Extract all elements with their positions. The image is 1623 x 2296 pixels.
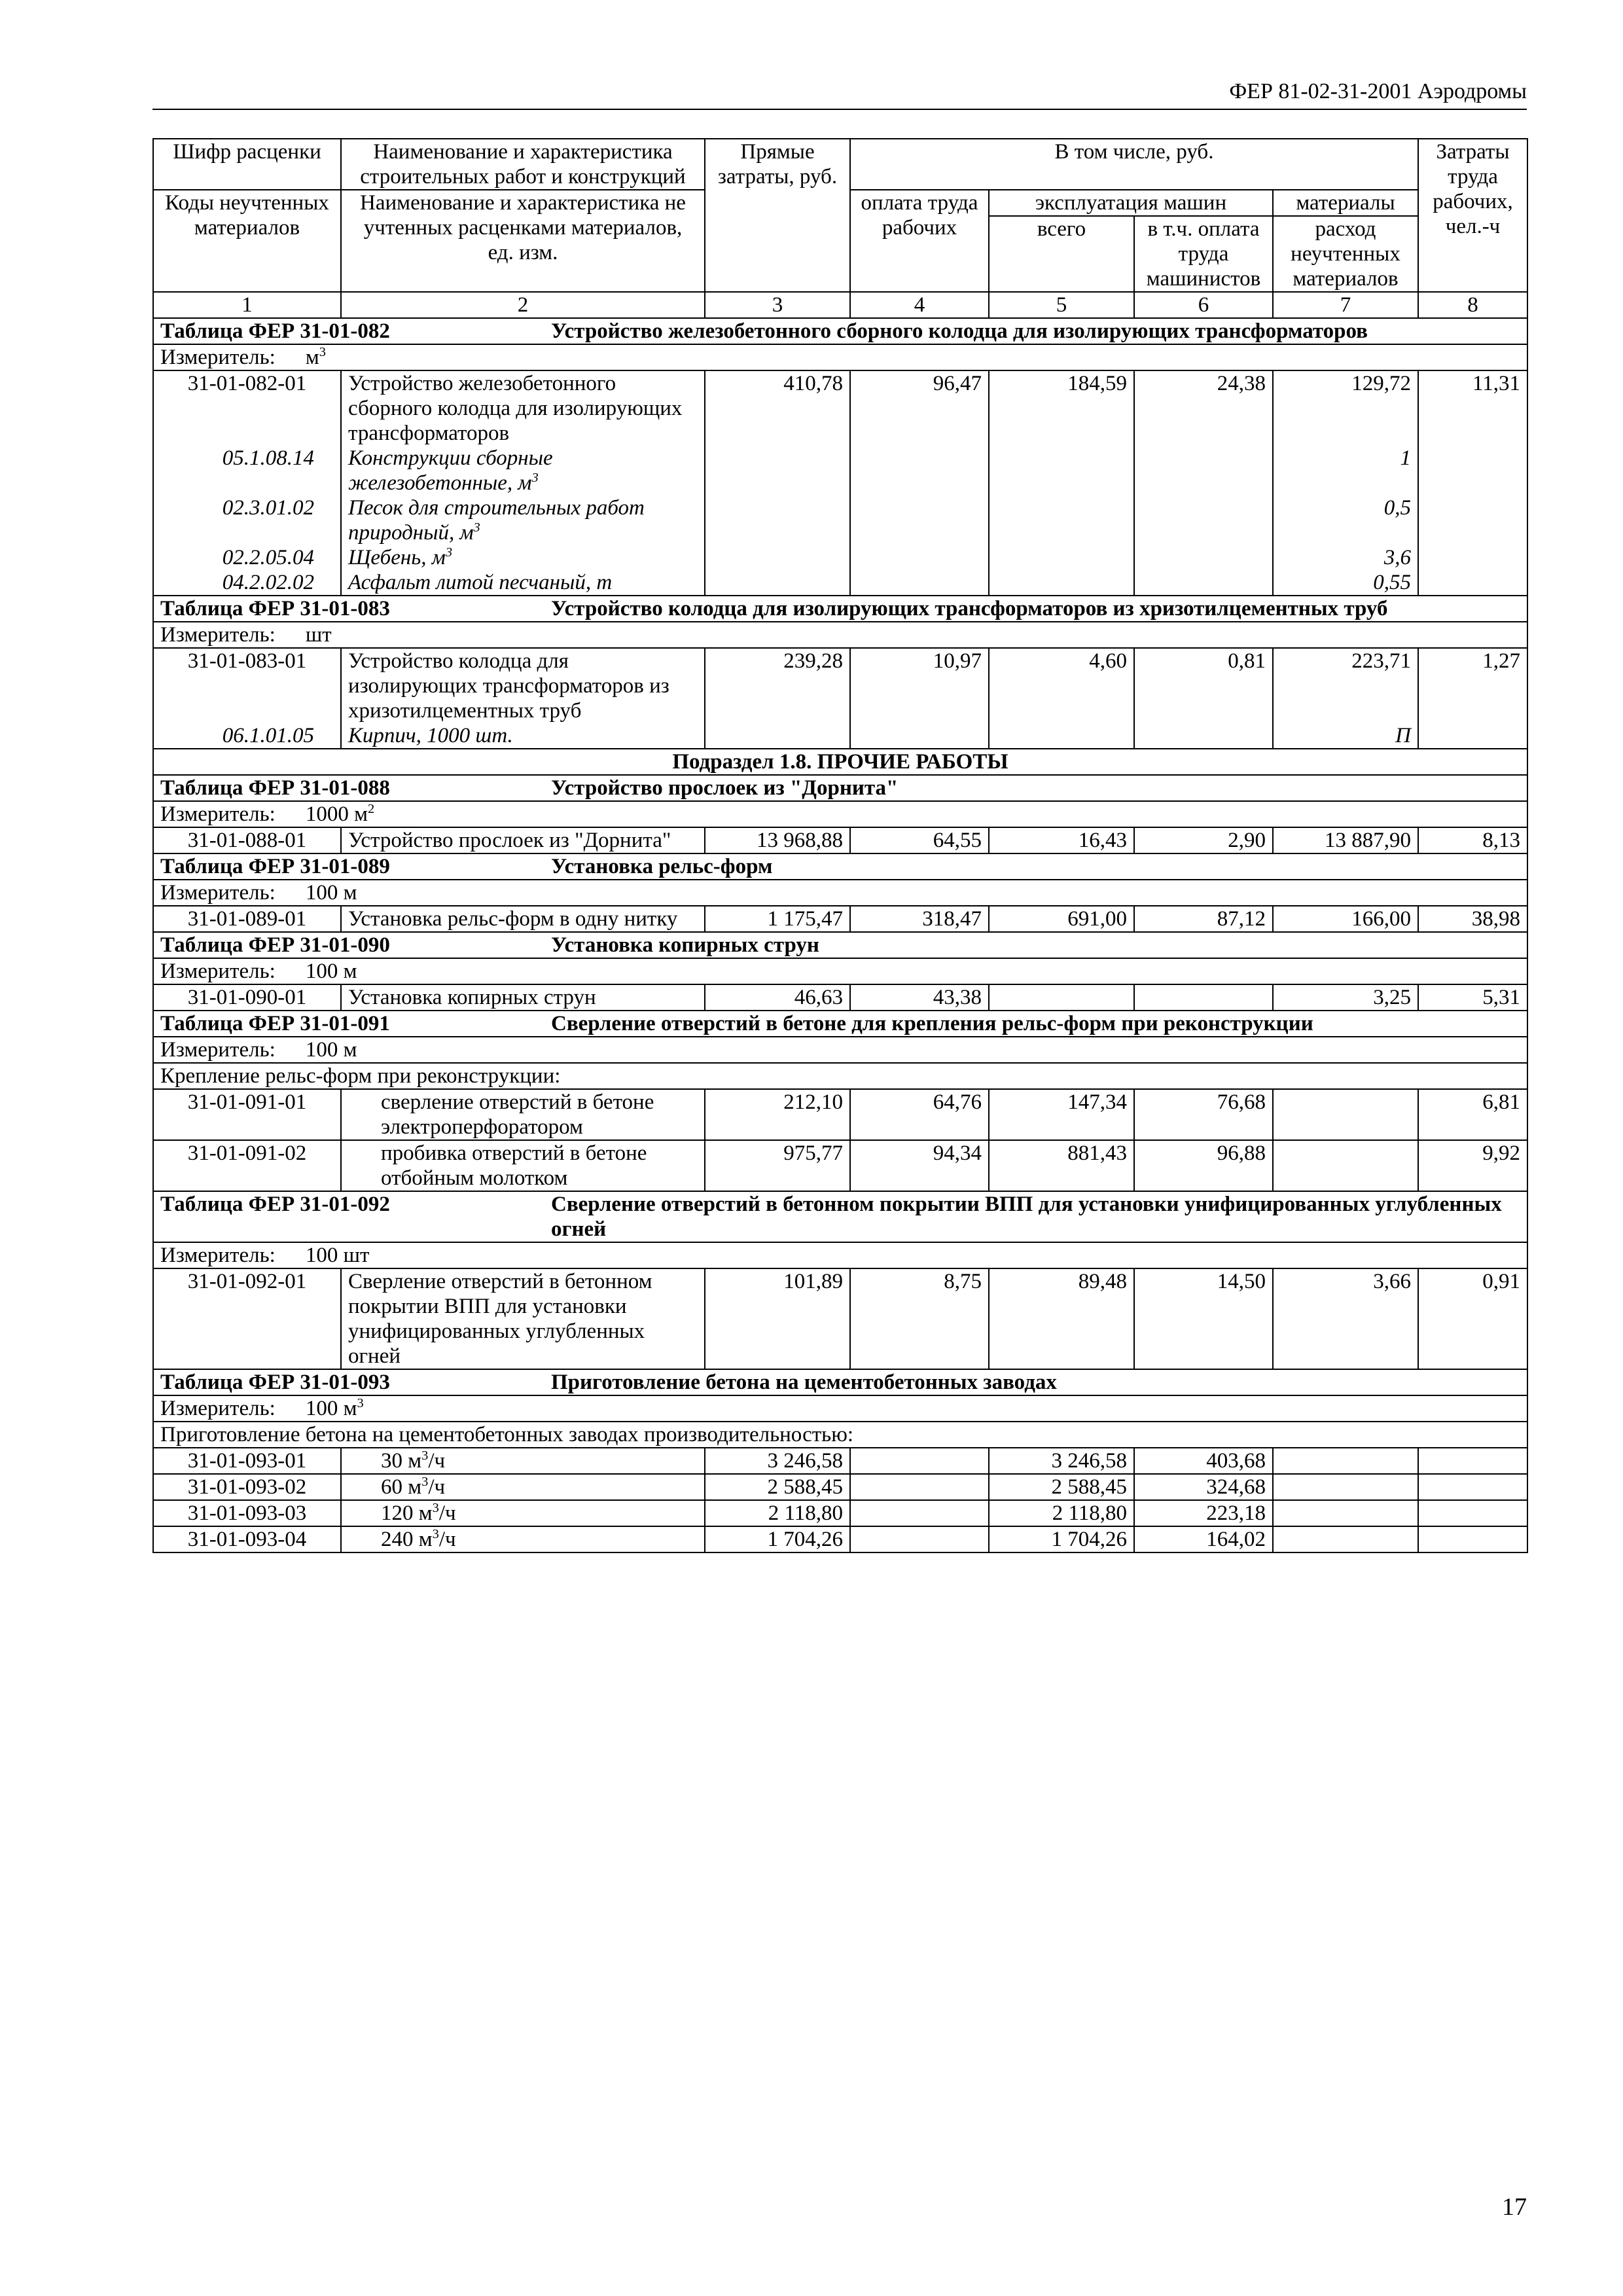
col-header-direct-costs: Прямые затраты, руб. xyxy=(705,139,850,292)
wages: 64,55 xyxy=(850,827,989,853)
measure-unit: 100 м xyxy=(305,881,357,905)
labor-hours: 9,92 xyxy=(1418,1140,1527,1191)
machines-total: 89,48 xyxy=(989,1268,1134,1369)
machinist-wages: 2,90 xyxy=(1134,827,1273,853)
rate-name: Устройство железобетонного сборного колодца для изолирующих трансформаторов xyxy=(341,370,705,446)
rate-name: 30 $м^3/ч$ xyxy=(341,1448,705,1474)
labor-hours: 1,27 xyxy=(1418,648,1527,723)
material-name: Песок для строительных работ природный, $м^3$ xyxy=(341,495,705,545)
machines-total: 691,00 xyxy=(989,906,1134,932)
measure-unit: 1000 $м^2$ xyxy=(305,802,375,826)
materials-cost xyxy=(1273,1526,1418,1552)
table-title-code: Таблица ФЕР 31-01-091 xyxy=(160,1012,390,1035)
col-header-unaccounted-materials: расход неучтенных материалов xyxy=(1273,216,1418,292)
material-code: 02.3.01.02 xyxy=(153,495,341,545)
measure-label: Измеритель: xyxy=(160,881,276,905)
table-title-name: Установка рельс-форм xyxy=(551,855,773,878)
labor-hours: 11,31 xyxy=(1418,370,1527,446)
measure-unit: шт xyxy=(305,623,332,647)
material-name: Кирпич, 1000 шт. xyxy=(341,723,705,749)
direct-costs: 101,89 xyxy=(705,1268,850,1369)
rate-code: 31-01-083-01 xyxy=(153,648,341,723)
labor-hours xyxy=(1418,1474,1527,1500)
wages xyxy=(850,1500,989,1526)
wages xyxy=(850,1474,989,1500)
direct-costs: 1 175,47 xyxy=(705,906,850,932)
wages: 43,38 xyxy=(850,984,989,1011)
rate-name: Сверление отверстий в бетонном покрытии ВПП для установки унифицированных углубленных огней xyxy=(341,1268,705,1369)
direct-costs: 212,10 xyxy=(705,1089,850,1140)
table-title-name: Установка копирных струн xyxy=(551,933,819,957)
materials-cost: 129,72 xyxy=(1273,370,1418,446)
machines-total: 4,60 xyxy=(989,648,1134,723)
header-rule xyxy=(152,109,1527,110)
materials-cost: 13 887,90 xyxy=(1273,827,1418,853)
rate-name: Установка рельс-форм в одну нитку xyxy=(341,906,705,932)
wages: 64,76 xyxy=(850,1089,989,1140)
machinist-wages: 324,68 xyxy=(1134,1474,1273,1500)
table-title-name: Приготовление бетона на цементобетонных заводах xyxy=(551,1371,1057,1394)
col-header-material-names: Наименование и характеристика не учтенных расценками материалов, ед. изм. xyxy=(341,190,705,292)
material-code: 04.2.02.02 xyxy=(153,570,341,596)
rate-code: 31-01-091-01 xyxy=(153,1089,341,1140)
materials-cost xyxy=(1273,1140,1418,1191)
measure-label: Измеритель: xyxy=(160,802,276,826)
subsection-title: Подраздел 1.8. ПРОЧИЕ РАБОТЫ xyxy=(153,749,1527,775)
measure-label: Измеритель: xyxy=(160,1397,276,1420)
col-header-name: Наименование и характеристика строительных работ и конструкций xyxy=(341,139,705,190)
direct-costs: 410,78 xyxy=(705,370,850,446)
col-header-machinist-wages: в т.ч. оплата труда машинистов xyxy=(1134,216,1273,292)
machines-total: 147,34 xyxy=(989,1089,1134,1140)
material-name: Асфальт литой песчаный, т xyxy=(341,570,705,596)
machines-total: 2 118,80 xyxy=(989,1500,1134,1526)
direct-costs: 13 968,88 xyxy=(705,827,850,853)
table-title-name: Устройство прослоек из "Дорнита" xyxy=(551,776,899,800)
wages: 8,75 xyxy=(850,1268,989,1369)
material-code: 05.1.08.14 xyxy=(153,446,341,495)
table-title-name: Сверление отверстий в бетонном покрытии ВПП для установки унифицированных углубленных огней xyxy=(551,1193,1502,1241)
machinist-wages: 164,02 xyxy=(1134,1526,1273,1552)
rate-name: Устройство прослоек из "Дорнита" xyxy=(341,827,705,853)
labor-hours: 38,98 xyxy=(1418,906,1527,932)
measure-unit: 100 шт xyxy=(305,1244,370,1267)
table-title-name: Сверление отверстий в бетоне для крепления рельс-форм при реконструкции xyxy=(551,1012,1313,1035)
direct-costs: 975,77 xyxy=(705,1140,850,1191)
labor-hours: 5,31 xyxy=(1418,984,1527,1011)
col-header-wages: оплата труда рабочих xyxy=(850,190,989,292)
labor-hours xyxy=(1418,1526,1527,1552)
machinist-wages xyxy=(1134,984,1273,1011)
col-number: 7 xyxy=(1273,292,1418,318)
materials-cost: 3,25 xyxy=(1273,984,1418,1011)
rate-code: 31-01-092-01 xyxy=(153,1268,341,1369)
measure-label: Измеритель: xyxy=(160,1038,276,1062)
materials-cost: 223,71 xyxy=(1273,648,1418,723)
document-title: ФЕР 81-02-31-2001 Аэродромы xyxy=(1229,79,1527,103)
materials-cost xyxy=(1273,1448,1418,1474)
labor-hours xyxy=(1418,1448,1527,1474)
rate-code: 31-01-093-01 xyxy=(153,1448,341,1474)
machinist-wages: 96,88 xyxy=(1134,1140,1273,1191)
materials-cost: 3,66 xyxy=(1273,1268,1418,1369)
col-number: 6 xyxy=(1134,292,1273,318)
machines-total: 1 704,26 xyxy=(989,1526,1134,1552)
materials-cost xyxy=(1273,1474,1418,1500)
material-code: 02.2.05.04 xyxy=(153,545,341,570)
material-qty: 0,55 xyxy=(1273,570,1418,596)
material-qty: 0,5 xyxy=(1273,495,1418,545)
materials-cost xyxy=(1273,1089,1418,1140)
materials-cost: 166,00 xyxy=(1273,906,1418,932)
rate-code: 31-01-093-03 xyxy=(153,1500,341,1526)
machines-total: 3 246,58 xyxy=(989,1448,1134,1474)
material-name: Щебень, $м^3$ xyxy=(341,545,705,570)
rate-code: 31-01-088-01 xyxy=(153,827,341,853)
machines-total: 184,59 xyxy=(989,370,1134,446)
rate-code: 31-01-090-01 xyxy=(153,984,341,1011)
labor-hours xyxy=(1418,1500,1527,1526)
direct-costs: 46,63 xyxy=(705,984,850,1011)
machines-total: 881,43 xyxy=(989,1140,1134,1191)
machinist-wages: 223,18 xyxy=(1134,1500,1273,1526)
col-header-code: Шифр расценки xyxy=(153,139,341,190)
group-caption: Крепление рельс-форм при реконструкции: xyxy=(153,1063,1527,1089)
measure-unit: 100 м xyxy=(305,960,357,983)
rate-code: 31-01-082-01 xyxy=(153,370,341,446)
material-qty: 3,6 xyxy=(1273,545,1418,570)
table-title-code: Таблица ФЕР 31-01-093 xyxy=(160,1371,390,1394)
machinist-wages: 0,81 xyxy=(1134,648,1273,723)
direct-costs: 3 246,58 xyxy=(705,1448,850,1474)
price-table xyxy=(152,138,1528,1553)
material-name: Конструкции сборные железобетонные, $м^3$ xyxy=(341,446,705,495)
rate-code: 31-01-089-01 xyxy=(153,906,341,932)
table-title-code: Таблица ФЕР 31-01-082 xyxy=(160,319,390,343)
rate-name: сверление отверстий в бетоне электроперфоратором xyxy=(341,1089,705,1140)
col-number: 8 xyxy=(1418,292,1527,318)
labor-hours: 8,13 xyxy=(1418,827,1527,853)
machinist-wages: 403,68 xyxy=(1134,1448,1273,1474)
wages: 96,47 xyxy=(850,370,989,446)
col-header-including: В том числе, руб. xyxy=(850,139,1418,190)
col-header-machines: эксплуатация машин xyxy=(989,190,1273,216)
direct-costs: 1 704,26 xyxy=(705,1526,850,1552)
col-number: 5 xyxy=(989,292,1134,318)
measure-unit: 100 $м^3$ xyxy=(305,1396,364,1420)
col-header-material-codes: Коды неучтенных материалов xyxy=(153,190,341,292)
wages xyxy=(850,1526,989,1552)
measure-label: Измеритель: xyxy=(160,1244,276,1267)
measure-unit: $м^3$ xyxy=(305,345,326,369)
table-title-code: Таблица ФЕР 31-01-089 xyxy=(160,855,390,878)
machinist-wages: 24,38 xyxy=(1134,370,1273,446)
wages: 10,97 xyxy=(850,648,989,723)
col-number: 4 xyxy=(850,292,989,318)
rate-code: 31-01-093-04 xyxy=(153,1526,341,1552)
machines-total xyxy=(989,984,1134,1011)
table-title-name: Устройство колодца для изолирующих трансформаторов из хризотилцементных труб xyxy=(551,597,1388,620)
direct-costs: 2 588,45 xyxy=(705,1474,850,1500)
table-title-name: Устройство железобетонного сборного колодца для изолирующих трансформаторов xyxy=(551,319,1368,343)
wages: 318,47 xyxy=(850,906,989,932)
col-header-materials: материалы xyxy=(1273,190,1418,216)
col-header-labor: Затраты труда рабочих, чел.-ч xyxy=(1418,139,1527,292)
measure-label: Измеритель: xyxy=(160,623,276,647)
rate-code: 31-01-093-02 xyxy=(153,1474,341,1500)
table-title-code: Таблица ФЕР 31-01-092 xyxy=(160,1193,390,1216)
measure-label: Измеритель: xyxy=(160,346,276,369)
machinist-wages: 14,50 xyxy=(1134,1268,1273,1369)
page-number: 17 xyxy=(1502,2193,1527,2221)
material-code: 06.1.01.05 xyxy=(153,723,341,749)
wages xyxy=(850,1448,989,1474)
labor-hours: 6,81 xyxy=(1418,1089,1527,1140)
col-number: 2 xyxy=(341,292,705,318)
rate-name: Установка копирных струн xyxy=(341,984,705,1011)
machines-total: 16,43 xyxy=(989,827,1134,853)
col-number: 1 xyxy=(153,292,341,318)
machines-total: 2 588,45 xyxy=(989,1474,1134,1500)
labor-hours: 0,91 xyxy=(1418,1268,1527,1369)
direct-costs: 2 118,80 xyxy=(705,1500,850,1526)
table-title-code: Таблица ФЕР 31-01-090 xyxy=(160,933,390,957)
rate-name: пробивка отверстий в бетоне отбойным молотком xyxy=(341,1140,705,1191)
rate-code: 31-01-091-02 xyxy=(153,1140,341,1191)
measure-unit: 100 м xyxy=(305,1038,357,1062)
rate-name: 60 $м^3/ч$ xyxy=(341,1474,705,1500)
table-title-code: Таблица ФЕР 31-01-083 xyxy=(160,597,390,620)
measure-label: Измеритель: xyxy=(160,960,276,983)
table-title-code: Таблица ФЕР 31-01-088 xyxy=(160,776,390,800)
materials-cost xyxy=(1273,1500,1418,1526)
col-header-machines-total: всего xyxy=(989,216,1134,292)
wages: 94,34 xyxy=(850,1140,989,1191)
material-qty: П xyxy=(1273,723,1418,749)
col-number: 3 xyxy=(705,292,850,318)
group-caption: Приготовление бетона на цементобетонных заводах производительностью: xyxy=(153,1422,1527,1448)
material-qty: 1 xyxy=(1273,446,1418,495)
rate-name: 240 $м^3/ч$ xyxy=(341,1526,705,1552)
direct-costs: 239,28 xyxy=(705,648,850,723)
machinist-wages: 87,12 xyxy=(1134,906,1273,932)
machinist-wages: 76,68 xyxy=(1134,1089,1273,1140)
rate-name: 120 $м^3/ч$ xyxy=(341,1500,705,1526)
rate-name: Устройство колодца для изолирующих трансформаторов из хризотилцементных труб xyxy=(341,648,705,723)
